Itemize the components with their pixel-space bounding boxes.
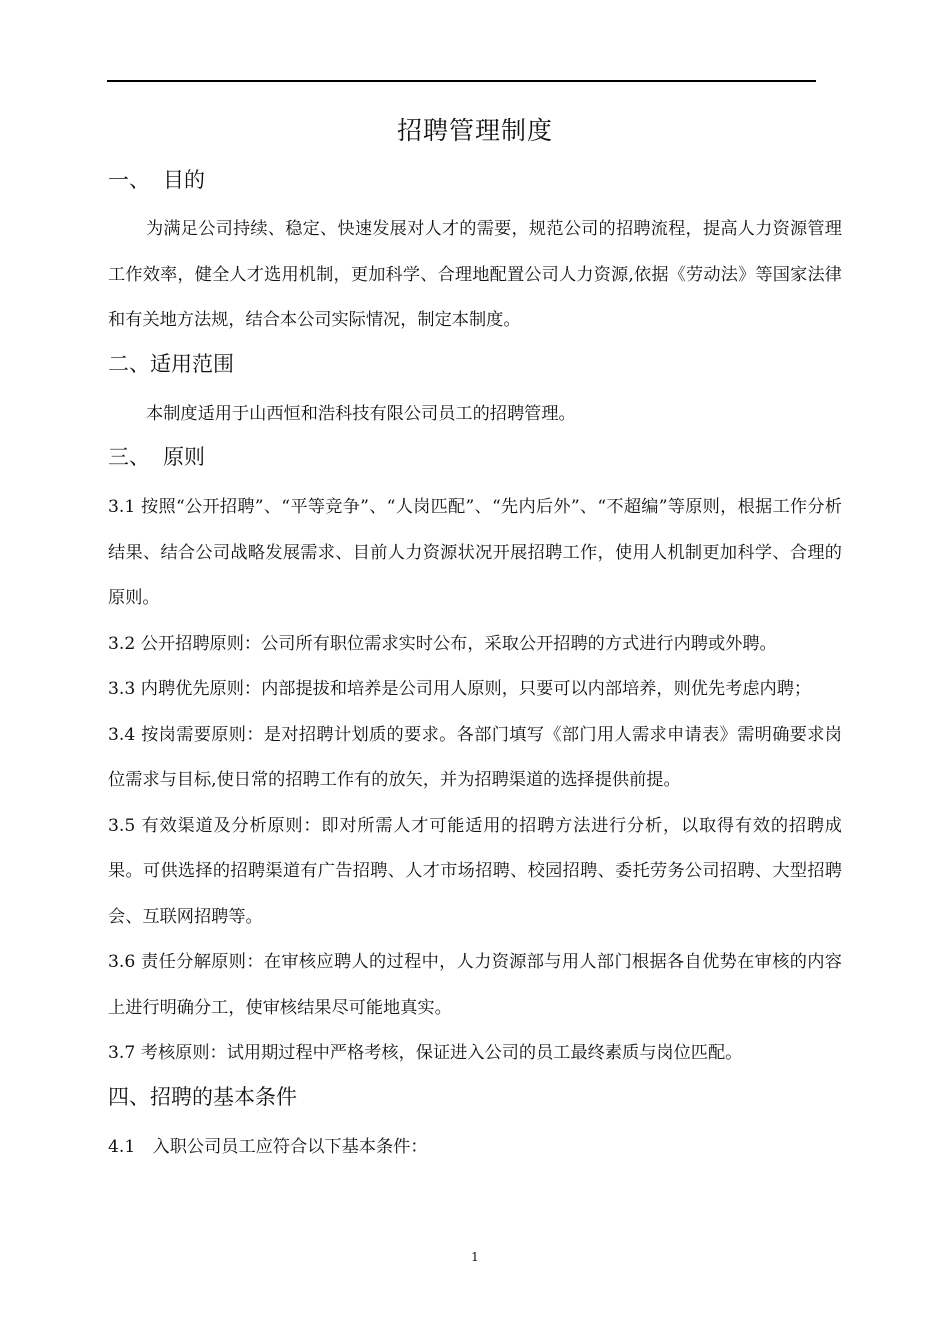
clause-3-5: 3.5 有效渠道及分析原则：即对所需人才可能适用的招聘方法进行分析，以取得有效的招聘成果。可供选择的招聘渠道有广告招聘、人才市场招聘、校园招聘、委托劳务公司招聘、大型招聘会、互联网招聘等。	[108, 815, 842, 927]
header-rule	[107, 80, 816, 82]
paragraph-scope: 本制度适用于山西恒和浩科技有限公司员工的招聘管理。	[146, 403, 576, 424]
page-number: 1	[471, 1250, 479, 1264]
clause-3-4: 3.4 按岗需要原则：是对招聘计划质的要求。各部门填写《部门用人需求申请表》需明确要求岗位需求与目标,使日常的招聘工作有的放矢，并为招聘渠道的选择提供前提。	[108, 724, 842, 790]
document-body	[108, 162, 842, 1170]
clause-3-2: 3.2 公开招聘原则：公司所有职位需求实时公布，采取公开招聘的方式进行内聘或外聘。	[108, 633, 777, 654]
section-heading-principles	[108, 439, 842, 475]
section-heading-purpose	[108, 162, 842, 198]
section-heading-scope: 二、适用范围	[108, 351, 234, 376]
paragraph-purpose: 为满足公司持续、稳定、快速发展对人才的需要，规范公司的招聘流程，提高人力资源管理工作效率，健全人才选用机制，更加科学、合理地配置公司人力资源,依据《劳动法》等国家法律和有关地方法规，结合本公司实际情况，制定本制度。	[108, 219, 842, 330]
clause-3-1: 3.1 按照“公开招聘”、“平等竞争”、“人岗匹配”、“先内后外”、“不超编”等原则，根据工作分析结果、结合公司战略发展需求、目前人力资源状况开展招聘工作，使用人机制更加科学、合理的原则。	[108, 497, 842, 608]
clause-3-6: 3.6 责任分解原则：在审核应聘人的过程中，人力资源部与用人部门根据各自优势在审核的内容上进行明确分工，使审核结果尽可能地真实。	[108, 952, 842, 1018]
document-title: 招聘管理制度	[396, 116, 553, 145]
section-heading-basic-conditions: 四、招聘的基本条件	[108, 1084, 297, 1109]
section-title: 原则	[163, 445, 205, 469]
clause-4-1: 4.1 入职公司员工应符合以下基本条件：	[108, 1136, 428, 1157]
section-title: 目的	[163, 168, 205, 192]
section-number: 一、	[108, 168, 150, 192]
section-number: 三、	[108, 445, 150, 469]
clause-3-3: 3.3 内聘优先原则：内部提拔和培养是公司用人原则，只要可以内部培养，则优先考虑内聘；	[108, 679, 812, 699]
clause-3-7: 3.7 考核原则：试用期过程中严格考核，保证进入公司的员工最终素质与岗位匹配。	[108, 1043, 743, 1063]
